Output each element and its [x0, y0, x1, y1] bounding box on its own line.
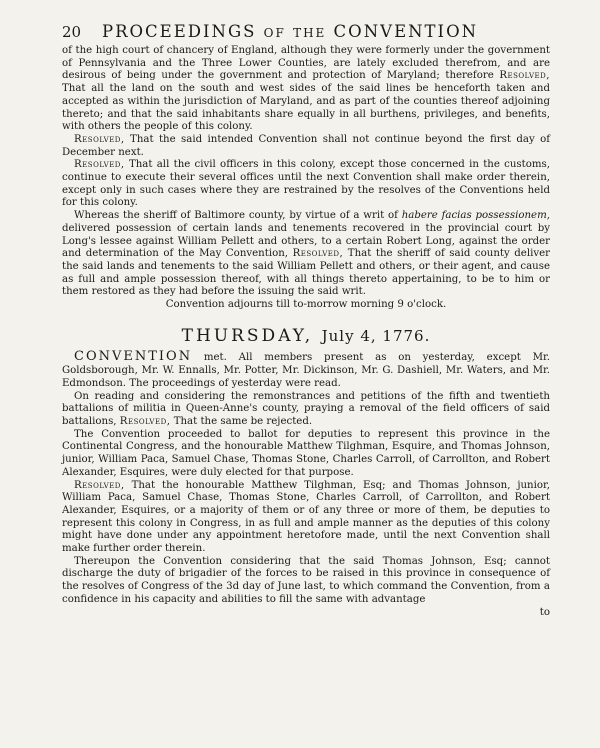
body-text [62, 45, 550, 619]
first-word: CONVENTION [74, 349, 193, 365]
paragraph-convention-term [62, 134, 550, 159]
day-date: July 4, 1776. [321, 326, 431, 345]
paragraph-jurisdiction [62, 45, 550, 134]
paragraph-convention-met [62, 351, 550, 390]
paragraph-deputies [62, 480, 550, 556]
writ-name: habere facias possessionem, [401, 210, 550, 222]
paragraph-baltimore-sheriff [62, 210, 550, 299]
resolved-word: Resolved, [119, 415, 171, 427]
resolved-word: Resolved, [74, 479, 125, 491]
paragraph-text: That the same be rejected. [173, 415, 313, 427]
paragraph-text: That all the land on the south and west sides of the said lines be henceforth taken and accepted as within the jurisdiction of Maryland, and as part of the counties thereof adjoining thereto; and that the said inhabitants share equally in all burthens, privileges, and benefits, with others the people of this colony. [62, 83, 550, 133]
paragraph-text: That all the civil officers in this colony, except those concerned in the customs, continue to execute their several offices until the next Convention shall make order therein, except only in such cases where they are restrained by the resolves of the Conventions held for this colony. [62, 159, 550, 209]
paragraph-text: That the sheriff of said county deliver the said lands and tenements to the said William Pellett and others, or their agent, and cause as full and ample possession thereof, with all things thereto appertaining, to be to him or them restored as they had before the issuing the said writ. [62, 248, 550, 298]
paragraph-text: That the said intended Convention shall not continue beyond the first day of December next. [62, 133, 550, 158]
paragraph-remonstrances [62, 391, 550, 429]
paragraph-civil-officers [62, 159, 550, 210]
resolved-word: Resolved, [74, 133, 125, 145]
resolved-word: Resolved, [74, 159, 125, 171]
paragraph-text: Whereas the sheriff of Baltimore county, by virtue of a writ of [74, 210, 398, 222]
adjournment-line: Convention adjourns till to-morrow morning 9 o'clock. [165, 299, 447, 311]
running-head [62, 22, 550, 41]
running-title: PROCEEDINGS of the CONVENTION [102, 22, 479, 41]
catchword: to [539, 606, 550, 618]
paragraph-ballot: The Convention proceeded to ballot for deputies to represent this province in the Continental Congress, and the honourable Matthew Tilghman, Esquire, and Thomas Johnson, junior, William Paca, Samuel Chase, Thomas Stone, Charles Carroll, of Carrollton, and Robert Alexander, Esquires, were duly elected for that purpose. [62, 428, 550, 478]
day-name: THURSDAY, [181, 325, 314, 346]
paragraph-text: On reading and considering the remonstrances and petitions of the fifth and twentieth battalions of militia in Queen-Anne's county, praying a removal of the field officers of said battalions, [62, 390, 550, 427]
paragraph-text: That the honourable Matthew Tilghman, Esq; and Thomas Johnson, junior, William Paca, Samuel Chase, Thomas Stone, Charles Carroll, of Carrollton, and Robert Alexander, Esquires, or a majority of them or of any three or more of them, be deputies to represent this colony in Congress, in as full and ample manner as the deputies of this colony might have done under any appointment heretofore made, until the next Convention shall make further order therein. [62, 479, 550, 555]
paragraph-brigadier: Thereupon the Convention considering that the said Thomas Johnson, Esq; cannot discharge the duty of brigadier of the forces to be raised in this province in consequence of the resolves of Congress of the 3d day of June last, to which command the Convention, from a confidence in his capacity and abilities to fill the same with advantage [62, 555, 550, 605]
page-number: 20 [62, 23, 82, 41]
paragraph-text: delivered possession of certain lands and tenements recovered in the provincial court by Long's lessee against William Pellett and others, to a certain Robert Long, against the order and determination of the May Convention, [62, 222, 550, 260]
paragraph-text: of the high court of chancery of England, although they were formerly under the government of Pennsylvania and the Three Lower Counties, are lately excluded therefrom, and are desirous of being under the government and protection of Maryland; therefore [62, 45, 550, 82]
day-heading [62, 325, 550, 346]
resolved-word: Resolved, [292, 248, 344, 260]
paragraph-text: met. All members present as on yesterday, except Mr. Goldsborough, Mr. W. Ennalls, Mr. Potter, Mr. Dickinson, Mr. G. Dashiell, Mr. Waters, and Mr. Edmondson. The proceedings of yesterday were read. [62, 352, 550, 389]
resolved-word: Resolved, [499, 70, 550, 82]
